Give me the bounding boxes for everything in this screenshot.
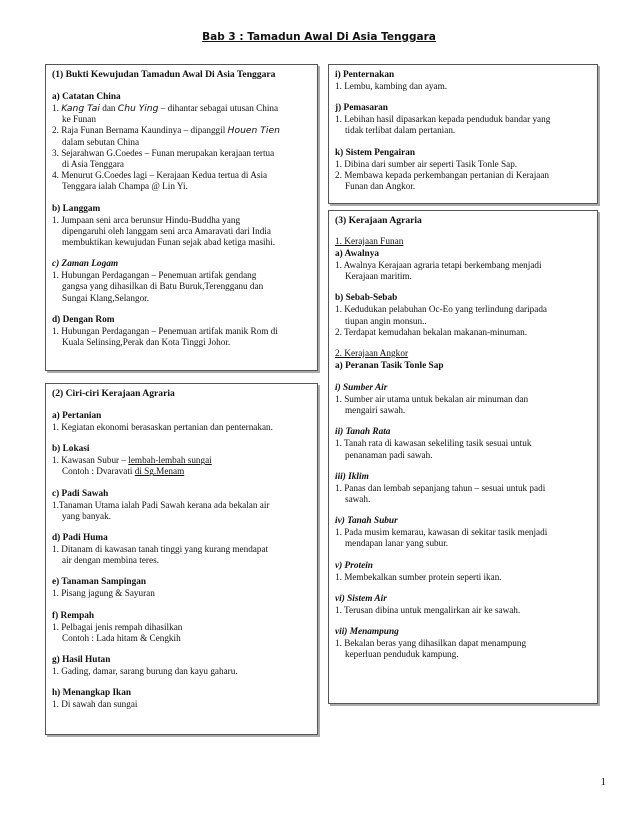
list-item-cont: sawah. (345, 494, 371, 505)
list-item-cont: mengairi sawah. (345, 405, 406, 416)
list-item: 1. Bekalan beras yang dihasilkan dapat menampung (335, 638, 527, 649)
list-item-cont: Funan dan Angkor. (345, 181, 416, 192)
list-item-cont: mendapan lanar yang subur. (345, 538, 449, 549)
section-title: e) Tanaman Sampingan (52, 577, 147, 588)
list-item: 2. Terdapat kemudahan bekalan makanan-minuman. (335, 326, 528, 337)
list-item-cont: Tenggara ialah Champa @ Lin Yi. (62, 181, 188, 192)
list-item-cont: membuktikan kewujudan Funan sejak abad ketiga masihi. (62, 237, 276, 248)
box-heading: (3) Kerajaan Agraria (335, 215, 422, 226)
list-item: 1.Tanaman Utama ialah Padi Sawah kerana ada bekalan air (52, 499, 270, 510)
list-item: 1. Gading, damar, sarang burung dan kayu gaharu. (52, 666, 238, 677)
section-title: ii) Tanah Rata (335, 427, 391, 438)
list-item-cont: gangsa yang dihasilkan di Batu Buruk,Terengganu dan (62, 281, 264, 292)
list-item-cont: air dengan membina teres. (62, 555, 159, 566)
list-item: 1. Di sawah dan sungai (52, 699, 138, 710)
list-item: 1. Terusan dibina untuk mengalirkan air ke sawah. (335, 604, 521, 615)
section-title: i) Sumber Air (335, 383, 388, 394)
section-title: c) Padi Sawah (52, 488, 109, 499)
section-title: b) Langgam (52, 203, 101, 214)
list-item: 1. Awalnya Kerajaan agraria tetapi berkembang menjadi (335, 260, 542, 270)
box-kerajaan-agraria (328, 210, 598, 704)
list-item: 1. Panas dan lembab sepanjang tahun – sesuai untuk padi (335, 482, 546, 493)
list-item: 3. Sejarahwan G.Coedes – Funan merupakan kerajaan tertua (52, 147, 275, 158)
list-item: 2. Raja Funan Bernama Kaundinya – dipanggil Houen Tien (52, 125, 280, 137)
list-item-cont: keperluan penduduk kampung. (345, 649, 459, 660)
list-item-cont: penanaman padi sawah. (345, 449, 433, 460)
section-title: a) Pertanian (52, 411, 102, 421)
list-item: 1. Pelbagai jenis rempah dihasilkan (52, 621, 183, 632)
list-item: 1. Kedudukan pelabuhan Oc-Eo yang terlindung daripada (335, 304, 548, 315)
section-title: vi) Sistem Air (335, 593, 387, 604)
list-item: 1. Dibina dari sumber air seperti Tasik Tonle Sap. (335, 158, 518, 169)
list-item: 1. Pada musim kemarau, kawasan di sekitar tasik menjadi (335, 527, 548, 538)
box-heading: (2) Ciri-ciri Kerajaan Agraria (52, 388, 175, 399)
box-heading: (1) Bukti Kewujudan Tamadun Awal Di Asia Tenggara (52, 69, 276, 80)
list-item: 1. Kang Tai dan Chu Ying – dihantar sebagai utusan China (52, 103, 279, 114)
list-item: 1. Hubungan Perdagangan – Penemuan artifak manik Rom di (52, 325, 278, 336)
section-title: v) Protein (335, 560, 373, 571)
section-title: h) Menangkap Ikan (52, 688, 132, 699)
list-item-cont: dalam sebutan China (62, 136, 140, 147)
list-item-cont: Kerajaan maritim. (345, 271, 412, 282)
list-item-cont: Sungai Klang,Selangor. (62, 292, 150, 303)
list-item-cont: ke Funan (62, 114, 96, 125)
list-item-cont: yang banyak. (62, 510, 111, 521)
box-ciri-ciri-agraria (45, 383, 318, 735)
section-title: c) Zaman Logam (52, 259, 119, 270)
list-item: 1. Sumber air utama untuk bekalan air minuman dan (335, 394, 529, 405)
section-title: d) Padi Huma (52, 533, 108, 544)
section-title: b) Lokasi (52, 444, 90, 455)
section-title: i) Penternakan (335, 70, 395, 80)
list-item: 1. Kegiatan ekonomi berasaskan pertanian dan penternakan. (52, 422, 273, 432)
section-title: f) Rempah (52, 610, 95, 621)
page-number: 1 (600, 776, 606, 788)
box-penternakan-pengairan (328, 64, 598, 204)
list-item-example: Contoh : Dvaravati di Sg.Menam (62, 466, 185, 477)
list-item: 2. Membawa kepada perkembangan pertanian di Kerajaan (335, 169, 550, 180)
list-item: 1. Lebihan hasil dipasarkan kepada penduduk bandar yang (335, 114, 551, 125)
section-title: vii) Menampung (335, 627, 399, 638)
list-item-cont: tiupan angin monsun.. (345, 315, 427, 326)
list-item: 4. Menurut G.Coedes lagi – Kerajaan Kedua tertua di Asia (52, 170, 268, 181)
list-item: 1. Membekalkan sumber protein seperti ikan. (335, 571, 502, 582)
box-bukti-kewujudan (45, 64, 318, 371)
list-item-example: Contoh : Lada hitam & Cengkih (62, 632, 181, 643)
section-title: g) Hasil Hutan (52, 655, 111, 666)
list-item: 1. Lembu, kambing dan ayam. (335, 81, 448, 91)
list-item-cont: dipengaruhi oleh langgam seni arca Amaravati dari India (62, 225, 271, 236)
list-item: 1. Tanah rata di kawasan sekeliling tasik sesuai untuk (335, 438, 532, 449)
section-title: d) Dengan Rom (52, 314, 115, 325)
section-title: b) Sebab-Sebab (335, 293, 398, 304)
list-item: 1. Hubungan Perdagangan – Penemuan artifak gendang (52, 270, 257, 281)
section-title: a) Peranan Tasik Tonle Sap (335, 361, 444, 372)
page-title: Bab 3 : Tamadun Awal Di Asia Tenggara (202, 31, 436, 43)
subsection-title: 1. Kerajaan Funan (335, 237, 404, 247)
list-item: 1. Ditanam di kawasan tanah tinggi yang kurang mendapat (52, 544, 269, 555)
list-item-cont: Kuala Selinsing,Perak dan Kota Tinggi Johor. (62, 337, 231, 348)
section-title: a) Catatan China (52, 92, 121, 102)
section-title: iii) Iklim (335, 471, 369, 482)
section-title: k) Sistem Pengairan (335, 147, 416, 158)
list-item-cont: tidak terlibat dalam pertanian. (345, 125, 456, 136)
list-item: 1. Jumpaan seni arca berunsur Hindu-Buddha yang (52, 214, 241, 225)
list-item-cont: di Asia Tenggara (62, 159, 124, 170)
section-title: j) Pemasaran (335, 103, 388, 114)
section-title: a) Awalnya (335, 249, 379, 259)
list-item: 1. Kawasan Subur – lembah-lembah sungai (52, 455, 212, 466)
subsection-title: 2. Kerajaan Angkor (335, 349, 409, 360)
list-item: 1. Pisang jagung & Sayuran (52, 588, 155, 599)
section-title: iv) Tanah Subur (335, 516, 398, 527)
